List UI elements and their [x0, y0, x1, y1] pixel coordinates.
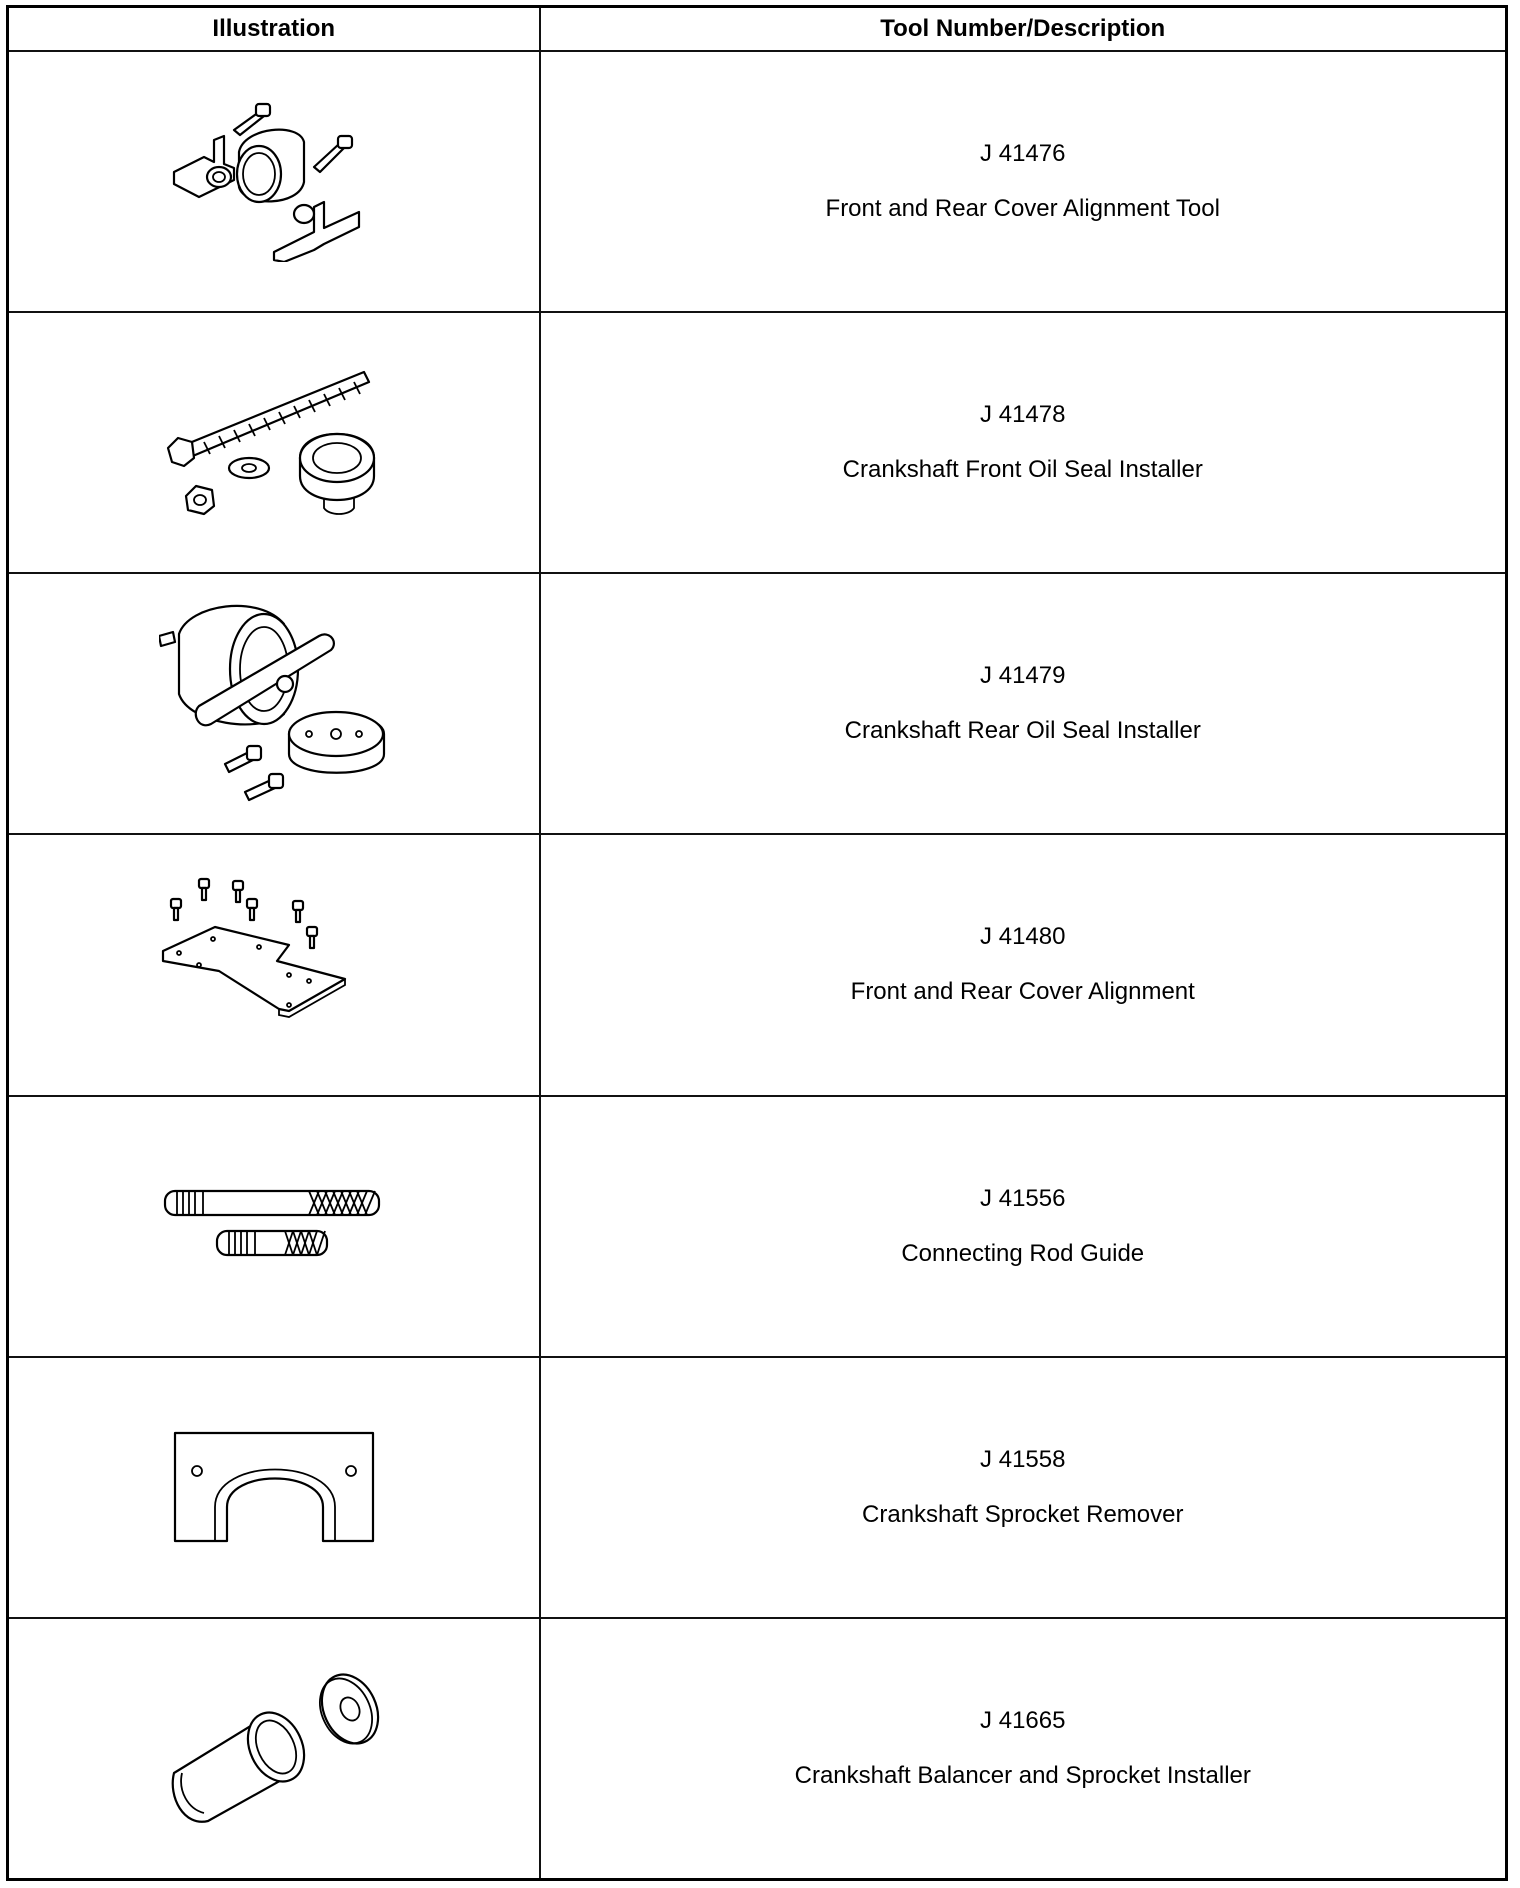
tool-description: Front and Rear Cover Alignment [850, 978, 1195, 1006]
description-cell [540, 1357, 1507, 1618]
tool-number: J 41665 [980, 1706, 1066, 1734]
illustration-cell [8, 1618, 540, 1880]
tool-number: J 41480 [980, 923, 1066, 951]
sprocket-remover-icon [169, 1427, 379, 1547]
table-row [8, 312, 1507, 573]
description-cell [540, 834, 1507, 1095]
tool-number: J 41556 [980, 1184, 1066, 1212]
illustration-cell [8, 573, 540, 834]
tool-description: Front and Rear Cover Alignment Tool [825, 195, 1220, 223]
tool-number: J 41476 [980, 140, 1066, 168]
tool-description: Crankshaft Sprocket Remover [862, 1500, 1184, 1528]
tool-description: Crankshaft Balancer and Sprocket Installer [794, 1761, 1251, 1789]
tool-description: Crankshaft Rear Oil Seal Installer [844, 717, 1201, 745]
header-row [8, 7, 1507, 52]
illustration-cell [8, 1357, 540, 1618]
illustration-header: Illustration [8, 7, 540, 52]
tool-number: J 41478 [980, 401, 1066, 429]
rod-guide-icon [159, 1181, 389, 1271]
table-row [8, 573, 1507, 834]
alignment-tool-icon [164, 102, 384, 262]
alignment-plate-icon [159, 875, 389, 1055]
description-cell [540, 1096, 1507, 1357]
tool-description: Connecting Rod Guide [901, 1239, 1145, 1267]
tool-number: J 41558 [980, 1445, 1066, 1473]
rear-seal-installer-icon [159, 594, 389, 814]
table-row [8, 834, 1507, 1095]
description-cell [540, 312, 1507, 573]
illustration-cell [8, 834, 540, 1095]
table-row [8, 1357, 1507, 1618]
front-seal-installer-icon [164, 358, 384, 528]
special-tools-table [6, 5, 1508, 1881]
description-cell [540, 1618, 1507, 1880]
description-header: Tool Number/Description [540, 7, 1507, 52]
illustration-cell [8, 51, 540, 312]
description-cell [540, 51, 1507, 312]
tool-number: J 41479 [980, 662, 1066, 690]
illustration-cell [8, 312, 540, 573]
balancer-installer-icon [164, 1673, 384, 1823]
table-row [8, 1096, 1507, 1357]
tool-description: Crankshaft Front Oil Seal Installer [842, 456, 1203, 484]
table-row [8, 1618, 1507, 1880]
description-cell [540, 573, 1507, 834]
table-row [8, 51, 1507, 312]
illustration-cell [8, 1096, 540, 1357]
